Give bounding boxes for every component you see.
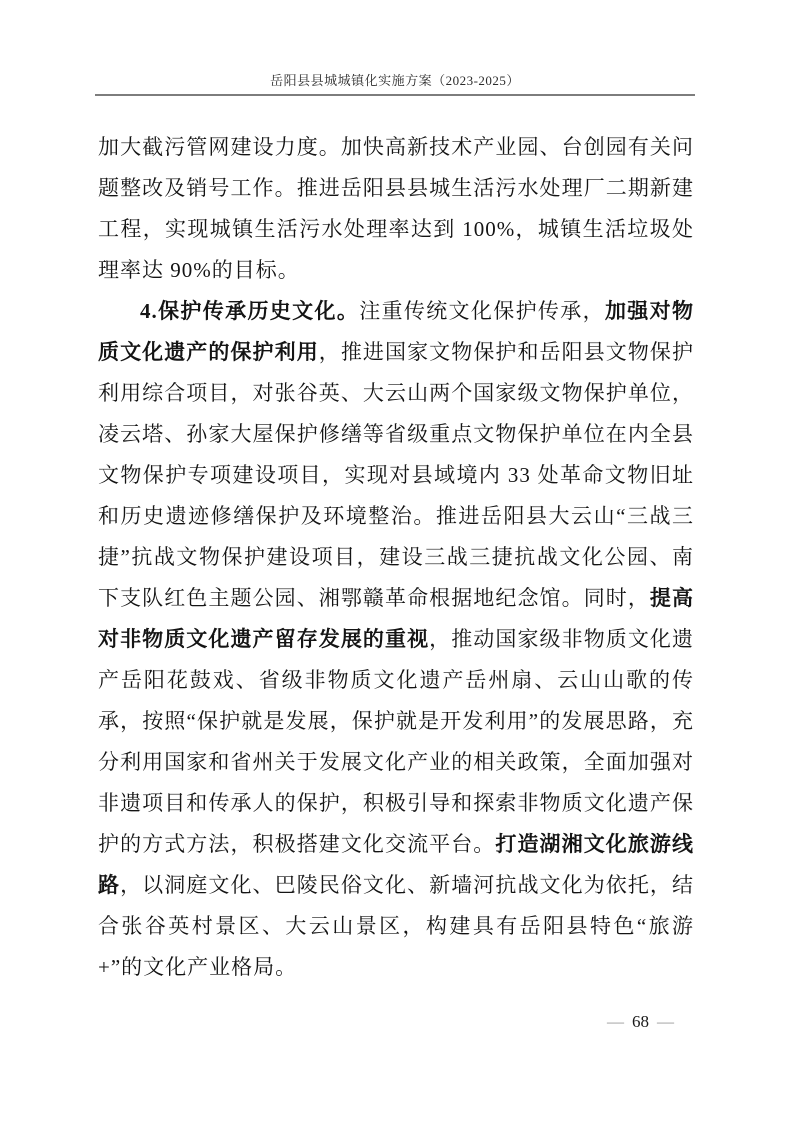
text-run-bold: 打造湖湘文化旅游线路 (98, 832, 695, 897)
document-body (98, 127, 694, 988)
page-header-title: 岳阳县县城城镇化实施方案（2023-2025） (270, 73, 520, 88)
page-number-value: 68 (632, 1012, 649, 1031)
paragraph (98, 291, 694, 988)
text-run: ，以洞庭文化、巴陵民俗文化、新墙河抗战文化为依托，结合张谷英村景区、大云山景区，构建具有岳阳县特色“旅游+”的文化产业格局。 (98, 873, 694, 979)
text-run-bold: 加强对物质文化遗产的保护利用 (98, 299, 694, 364)
text-run-bold: 4.保护传承历史文化。 (140, 299, 360, 323)
page-number-dash-right: — (657, 1012, 674, 1031)
text-run: ，推动国家级非物质文化遗产岳阳花鼓戏、省级非物质文化遗产岳州扇、云山山歌的传承，按照“保护就是发展，保护就是开发利用”的发展思路，充分利用国家和省州关于发展文化产业的相关政策，全面加强对非遗项目和传承人的保护，积极引导和探索非物质文化遗产保护的方式方法，积极搭建文化交流平台。 (98, 627, 695, 856)
text-run: 加大截污管网建设力度。加快高新技术产业园、台创园有关问题整改及销号工作。推进岳阳县县城生活污水处理厂二期新建工程，实现城镇生活污水处理率达到 100%，城镇生活垃圾处理率达 90%的目标。 (98, 135, 694, 282)
header-rule (95, 94, 695, 96)
text-run: 注重传统文化保护传承， (359, 299, 605, 323)
text-run-bold: 提高对非物质文化遗产留存发展的重视 (98, 586, 694, 651)
paragraph (98, 127, 694, 291)
page-number (599, 1012, 682, 1032)
page-number-dash-left: — (607, 1012, 624, 1031)
text-run: ，推进国家文物保护和岳阳县文物保护利用综合项目，对张谷英、大云山两个国家级文物保护单位，凌云塔、孙家大屋保护修缮等省级重点文物保护单位在内全县文物保护专项建设项目，实现对县域境内 33 处革命文物旧址和历史遗迹修缮保护及环境整治。推进岳阳县大云山“三战三捷”抗战文物保护建设项目，建设三战三捷抗战文化公园、南下支队红色主题公园、湘鄂赣革命根据地纪念馆。同时， (98, 340, 695, 610)
